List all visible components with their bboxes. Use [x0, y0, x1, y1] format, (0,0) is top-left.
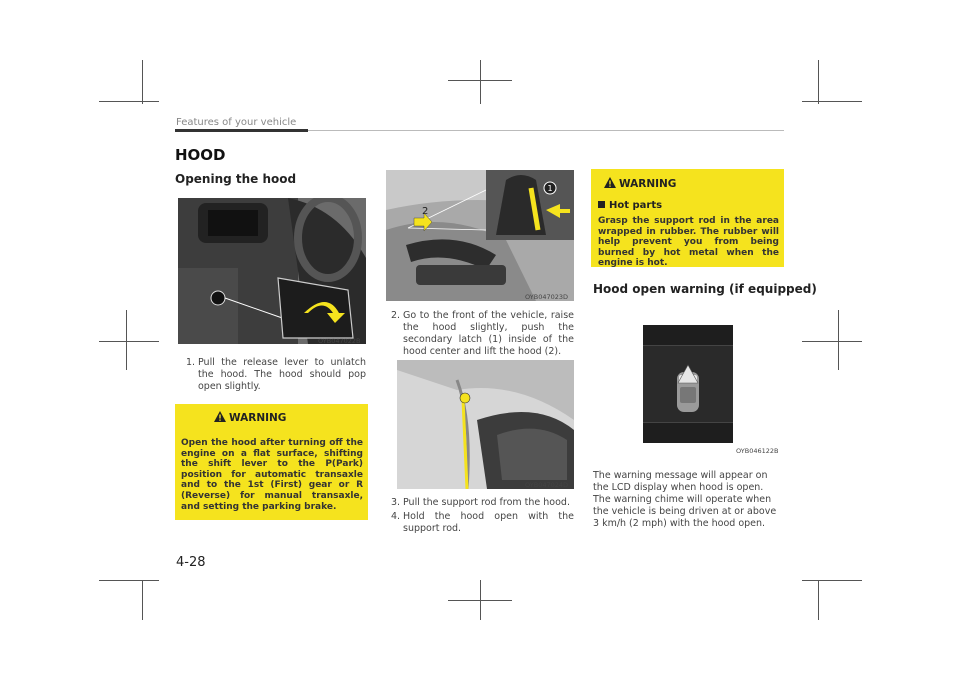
hood-warning-para-2: The warning chime will operate when the vehicle is being driven at or above 3 km/h (2 mph) with the hood open.: [593, 494, 777, 529]
lcd-display-figure: [643, 325, 733, 443]
step-text: Pull the support rod from the hood.: [403, 497, 570, 508]
warning-subtitle-text: Hot parts: [609, 200, 663, 211]
warning-title-text: WARNING: [619, 178, 677, 190]
callout-1: 1: [547, 184, 553, 193]
figure-code: OYB047024D: [525, 481, 569, 489]
step-3: [391, 497, 574, 509]
step-text: Go to the front of the vehicle, raise the hood slightly, push the secondary latch (1) inside of the hood center and lift the hood (2).: [403, 310, 574, 357]
step-2: [391, 310, 574, 358]
warning-triangle-icon: [214, 411, 226, 422]
warning-triangle-icon: [604, 177, 616, 188]
step-text: Pull the release lever to unlatch the hood. The hood should pop open slightly.: [198, 357, 366, 392]
front-latch-figure: [386, 170, 574, 301]
step-number: 2.: [391, 310, 401, 321]
hood-warning-para-1: The warning message will appear on the LCD display when hood is open.: [593, 470, 768, 493]
page-number: 4-28: [176, 555, 206, 570]
warning-title-text: WARNING: [229, 412, 287, 424]
header-bar: [175, 129, 308, 132]
figure-code: OYB046122B: [736, 447, 779, 455]
warning-title: [604, 177, 676, 190]
support-rod-figure: [397, 360, 574, 489]
warning-subtitle: [598, 200, 662, 211]
warning-text: Open the hood after turning off the engine on a flat surface, shifting the shift lever to the P(Park) position for automatic transaxle and to the 1st (First) gear or R (Reverse) for manual transaxle, and setting the parking brake.: [181, 438, 363, 512]
figure-code: OYB047022B: [318, 337, 361, 345]
step-number: 3.: [391, 497, 401, 508]
opening-heading: Opening the hood: [175, 172, 297, 186]
warning-title: [214, 411, 286, 424]
square-bullet-icon: [598, 201, 605, 208]
hood-warning-heading: Hood open warning (if equipped): [593, 282, 817, 296]
step-number: 1.: [186, 357, 196, 368]
figure-code: OYB047023D: [525, 293, 569, 301]
release-lever-figure: [178, 198, 366, 344]
step-1: [186, 357, 366, 393]
step-number: 4.: [391, 511, 401, 522]
header-rule: [308, 130, 784, 131]
step-text: Hold the hood open with the support rod.: [403, 511, 574, 534]
page-title: HOOD: [175, 146, 226, 164]
callout-2: 2: [422, 206, 429, 217]
warning-text: Grasp the support rod in the area wrapped in rubber. The rubber will help prevent you from being burned by hot metal when the engine is hot.: [598, 216, 779, 269]
section-header: Features of your vehicle: [176, 117, 297, 128]
step-4: [391, 511, 574, 535]
